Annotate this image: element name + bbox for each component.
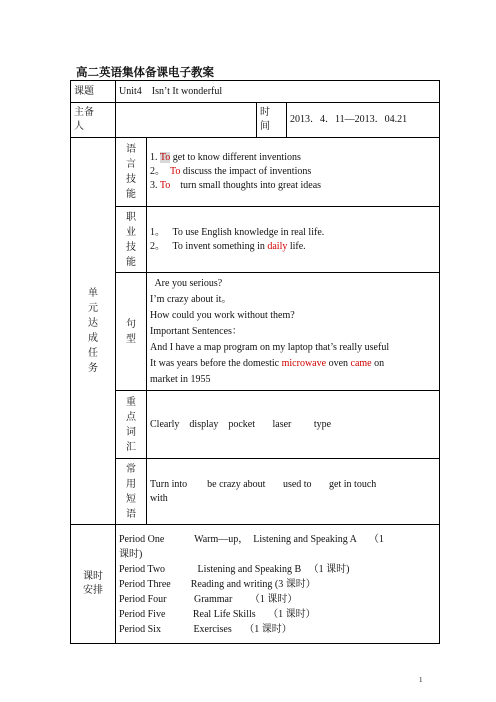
phrases-line: with bbox=[150, 492, 168, 504]
unit-goals-label bbox=[71, 138, 116, 525]
vocational-skills-content bbox=[147, 207, 440, 273]
language-skills-char: 语 bbox=[126, 144, 136, 155]
vocational-skill-item bbox=[150, 240, 436, 254]
schedule-content bbox=[116, 525, 440, 644]
language-skill-item bbox=[150, 151, 436, 165]
phrases-char: 用 bbox=[126, 478, 136, 490]
key-words-char: 词 bbox=[126, 426, 136, 438]
sentence-text: oven bbox=[326, 357, 351, 369]
unit-goals-char: 元 bbox=[88, 303, 98, 314]
highlighted-word: To bbox=[170, 166, 181, 177]
sentence-line: market in 1955 bbox=[150, 373, 211, 385]
sentence-patterns-char: 句 bbox=[126, 318, 136, 330]
sentence-text: on bbox=[371, 357, 385, 369]
presenter-row bbox=[71, 103, 440, 138]
unit-goals-char: 成 bbox=[88, 333, 98, 344]
key-words-char: 重 bbox=[126, 396, 136, 408]
schedule-period: Period Three Reading and writing (3 课时） bbox=[119, 578, 316, 590]
time-label-line1: 时 bbox=[260, 107, 270, 118]
highlighted-word: came bbox=[350, 357, 372, 369]
item-text: discuss the impact of inventions bbox=[180, 166, 312, 177]
highlighted-word: To bbox=[159, 180, 171, 191]
schedule-row bbox=[71, 525, 440, 644]
language-skills-char: 技 bbox=[126, 174, 136, 185]
sentence-line: Important Sentences： bbox=[150, 325, 242, 337]
language-skill-item bbox=[150, 165, 436, 179]
unit-goals-char: 达 bbox=[88, 318, 98, 329]
item-prefix: 3. bbox=[150, 180, 160, 191]
time-value: 2013．4．11—2013．04.21 bbox=[287, 103, 440, 138]
language-skills-label bbox=[116, 138, 147, 207]
language-skills-char: 能 bbox=[126, 189, 136, 200]
schedule-label bbox=[71, 525, 116, 644]
vocational-skills-char: 能 bbox=[126, 256, 136, 268]
phrases-char: 常 bbox=[126, 463, 136, 475]
phrases-char: 短 bbox=[126, 493, 136, 505]
language-skills-char: 言 bbox=[126, 159, 136, 170]
key-words-char: 点 bbox=[126, 411, 136, 423]
presenter-label-line2: 人 bbox=[74, 121, 84, 132]
item-text: 2。 To invent something in bbox=[150, 240, 268, 252]
schedule-period: Period Five Real Life Skills （1 课时） bbox=[119, 608, 316, 620]
sentence-line: I’m crazy about it。 bbox=[150, 293, 232, 305]
item-text: get to know different inventions bbox=[170, 152, 301, 163]
sentence-text: It was years before the domestic bbox=[150, 357, 282, 369]
vocational-skills-label bbox=[116, 207, 147, 273]
schedule-period: 课时) bbox=[119, 548, 143, 560]
presenter-label-line1: 主备 bbox=[74, 107, 94, 118]
time-label-line2: 间 bbox=[260, 121, 270, 132]
phrases-label bbox=[116, 459, 147, 525]
vocational-skill-item: 1。 To use English knowledge in real life. bbox=[150, 226, 325, 238]
item-prefix: 1. bbox=[150, 152, 160, 163]
vocational-skills-char: 技 bbox=[126, 241, 136, 253]
schedule-period: Period Four Grammar （1 课时） bbox=[119, 593, 298, 605]
key-words-row bbox=[71, 391, 440, 459]
topic-value: Unit4 Isn’t It wonderful bbox=[116, 81, 440, 103]
key-words-label bbox=[116, 391, 147, 459]
sentence-line: How could you work without them? bbox=[150, 309, 295, 321]
schedule-label-line2: 安排 bbox=[83, 585, 103, 596]
phrases-row bbox=[71, 459, 440, 525]
schedule-label-line1: 课时 bbox=[83, 571, 103, 582]
page-title: 高二英语集体备课电子教案 bbox=[76, 65, 214, 79]
sentence-patterns-label bbox=[116, 273, 147, 391]
item-text: life. bbox=[287, 240, 306, 252]
sentence-patterns-char: 型 bbox=[126, 333, 136, 345]
key-words-content: Clearly display pocket laser type bbox=[147, 391, 440, 459]
language-skills-content bbox=[147, 138, 440, 207]
highlighted-word: microwave bbox=[281, 357, 327, 369]
item-prefix: 2。 bbox=[150, 166, 170, 177]
phrases-line: Turn into be crazy about used to get in touch bbox=[150, 478, 377, 490]
lesson-plan-table bbox=[70, 80, 440, 644]
topic-row bbox=[71, 81, 440, 103]
highlighted-word: To bbox=[159, 152, 171, 163]
sentence-line: And I have a map program on my laptop that’s really useful bbox=[150, 341, 390, 353]
schedule-period: Period One Warm—up， Listening and Speaking A （1 bbox=[119, 533, 384, 545]
key-words-char: 汇 bbox=[126, 441, 136, 453]
unit-goals-char: 单 bbox=[88, 288, 98, 299]
sentence-patterns-row bbox=[71, 273, 440, 391]
topic-label: 课题 bbox=[71, 81, 116, 103]
unit-goals-char: 任 bbox=[88, 348, 98, 359]
vocational-skills-char: 职 bbox=[126, 211, 136, 223]
unit-goals-char: 务 bbox=[88, 363, 98, 374]
vocational-skills-char: 业 bbox=[126, 226, 136, 238]
presenter-label bbox=[71, 103, 116, 138]
sentence-patterns-content bbox=[147, 273, 440, 391]
highlighted-word: daily bbox=[267, 240, 288, 252]
item-text: turn small thoughts into great ideas bbox=[170, 180, 322, 191]
presenter-value bbox=[116, 103, 257, 138]
vocational-skills-row bbox=[71, 207, 440, 273]
phrases-char: 语 bbox=[126, 508, 136, 520]
language-skills-row bbox=[71, 138, 440, 207]
language-skill-item bbox=[150, 179, 436, 193]
phrases-content bbox=[147, 459, 440, 525]
time-label bbox=[257, 103, 287, 138]
sentence-line bbox=[150, 356, 436, 372]
schedule-period: Period Six Exercises （1 课时） bbox=[119, 623, 292, 635]
sentence-line: Are you serious? bbox=[150, 277, 223, 289]
schedule-period: Period Two Listening and Speaking B （1 课时) bbox=[119, 563, 350, 575]
page-number: 1 bbox=[419, 676, 423, 684]
